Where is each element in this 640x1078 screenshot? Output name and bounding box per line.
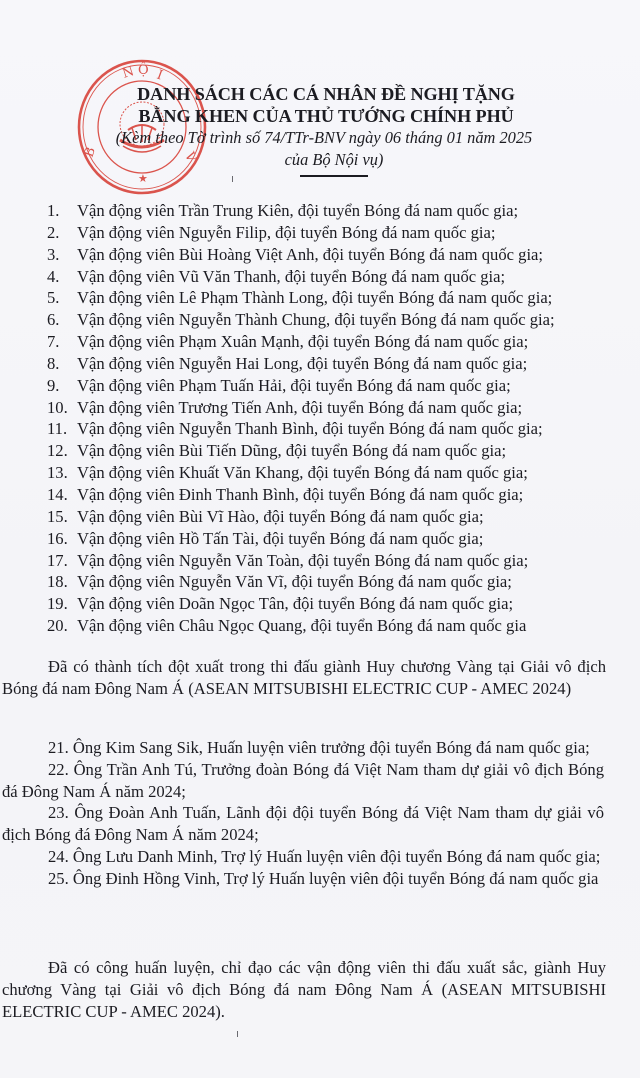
- list-item: 7. Vận động viên Phạm Xuân Mạnh, đội tuyển Bóng đá nam quốc gia;: [47, 332, 529, 352]
- list-item: 20. Vận động viên Châu Ngọc Quang, đội tuyển Bóng đá nam quốc gia: [47, 616, 527, 636]
- svg-text:N: N: [120, 64, 137, 82]
- list-item: 15. Vận động viên Bùi Vĩ Hào, đội tuyển Bóng đá nam quốc gia;: [47, 506, 484, 526]
- document-title-line-2: BẰNG KHEN CỦA THỦ TƯỚNG CHÍNH PHỦ: [138, 106, 514, 126]
- scan-mark: [232, 176, 233, 182]
- list-item: 3. Vận động viên Bùi Hoàng Việt Anh, đội tuyển Bóng đá nam quốc gia;: [47, 244, 544, 264]
- list-item: 19. Vận động viên Doãn Ngọc Tân, đội tuyển Bóng đá nam quốc gia;: [47, 594, 514, 614]
- list-item: 23. Ông Đoàn Anh Tuấn, Lãnh đội đội tuyển Bóng đá Việt Nam tham dự giải vô địch Bóng đá Đông Nam Á năm 2024;: [2, 803, 604, 845]
- document-header: [0, 83, 640, 177]
- list-item: 13. Vận động viên Khuất Văn Khang, đội tuyển Bóng đá nam quốc gia;: [47, 463, 528, 483]
- svg-text:B: B: [81, 145, 100, 160]
- list-item: 16. Vận động viên Hồ Tấn Tài, đội tuyển Bóng đá nam quốc gia;: [47, 528, 484, 548]
- list-item: 2. Vận động viên Nguyễn Filip, đội tuyển Bóng đá nam quốc gia;: [47, 222, 496, 242]
- list-item: 25. Ông Đinh Hồng Vinh, Trợ lý Huấn luyện viên đội tuyển Bóng đá nam quốc gia: [48, 868, 599, 888]
- staff-achievement-paragraph: Đã có công huấn luyện, chỉ đạo các vận động viên thi đấu xuất sắc, giành Huy chương Vàng tại Giải vô địch Bóng đá nam Đông Nam Á (ASEAN MITSUBISHI ELECTRIC CUP - AMEC 2024).: [2, 958, 606, 1021]
- staff-list: [2, 737, 604, 890]
- document-title-line-1: DANH SÁCH CÁC CÁ NHÂN ĐỀ NGHỊ TẶNG: [137, 84, 515, 104]
- list-item: 9. Vận động viên Phạm Tuấn Hải, đội tuyển Bóng đá nam quốc gia;: [47, 375, 511, 395]
- header-divider: [300, 175, 368, 177]
- list-item: 12. Vận động viên Bùi Tiến Dũng, đội tuyển Bóng đá nam quốc gia;: [47, 441, 507, 461]
- list-item: 1. Vận động viên Trần Trung Kiên, đội tuyển Bóng đá nam quốc gia;: [47, 201, 519, 220]
- list-item: 14. Vận động viên Đinh Thanh Bình, đội tuyển Bóng đá nam quốc gia;: [47, 484, 524, 504]
- list-item: 8. Vận động viên Nguyễn Hai Long, đội tuyển Bóng đá nam quốc gia;: [47, 353, 528, 373]
- svg-text:Ộ: Ộ: [138, 63, 149, 78]
- list-item: 11. Vận động viên Nguyễn Thanh Bình, đội tuyển Bóng đá nam quốc gia;: [47, 419, 543, 439]
- svg-text:I: I: [154, 67, 165, 84]
- svg-text:V: V: [181, 150, 199, 165]
- list-item: 22. Ông Trần Anh Tú, Trưởng đoàn Bóng đá Việt Nam tham dự giải vô địch Bóng đá Đông Nam Á năm 2024;: [2, 759, 604, 801]
- list-item: 4. Vận động viên Vũ Văn Thanh, đội tuyển Bóng đá nam quốc gia;: [47, 266, 506, 286]
- list-item: 6. Vận động viên Nguyễn Thành Chung, đội tuyển Bóng đá nam quốc gia;: [47, 310, 555, 330]
- svg-text:★: ★: [138, 172, 148, 185]
- list-item: 17. Vận động viên Nguyễn Văn Toàn, đội tuyển Bóng đá nam quốc gia;: [47, 550, 529, 570]
- document-subtitle-line-2: của Bộ Nội vụ): [284, 150, 384, 169]
- document-subtitle-line-1: (Kèm theo Tờ trình số 74/TTr-BNV ngày 06 tháng 01 năm 2025: [115, 128, 533, 147]
- list-item: 5. Vận động viên Lê Phạm Thành Long, đội tuyển Bóng đá nam quốc gia;: [47, 288, 553, 308]
- list-item: 21. Ông Kim Sang Sik, Huấn luyện viên trưởng đội tuyển Bóng đá nam quốc gia;: [48, 738, 590, 757]
- scan-mark: [237, 1031, 238, 1037]
- athlete-list: [0, 200, 640, 637]
- athletes-achievement-paragraph: Đã có thành tích đột xuất trong thi đấu giành Huy chương Vàng tại Giải vô địch Bóng đá nam Đông Nam Á (ASEAN MITSUBISHI ELECTRIC CUP - AMEC 2024): [2, 657, 606, 698]
- list-item: 18. Vận động viên Nguyễn Văn Vĩ, đội tuyển Bóng đá nam quốc gia;: [47, 572, 512, 592]
- list-item: 24. Ông Lưu Danh Minh, Trợ lý Huấn luyện viên đội tuyển Bóng đá nam quốc gia;: [48, 846, 601, 866]
- list-item: 10. Vận động viên Trương Tiến Anh, đội tuyển Bóng đá nam quốc gia;: [47, 397, 523, 417]
